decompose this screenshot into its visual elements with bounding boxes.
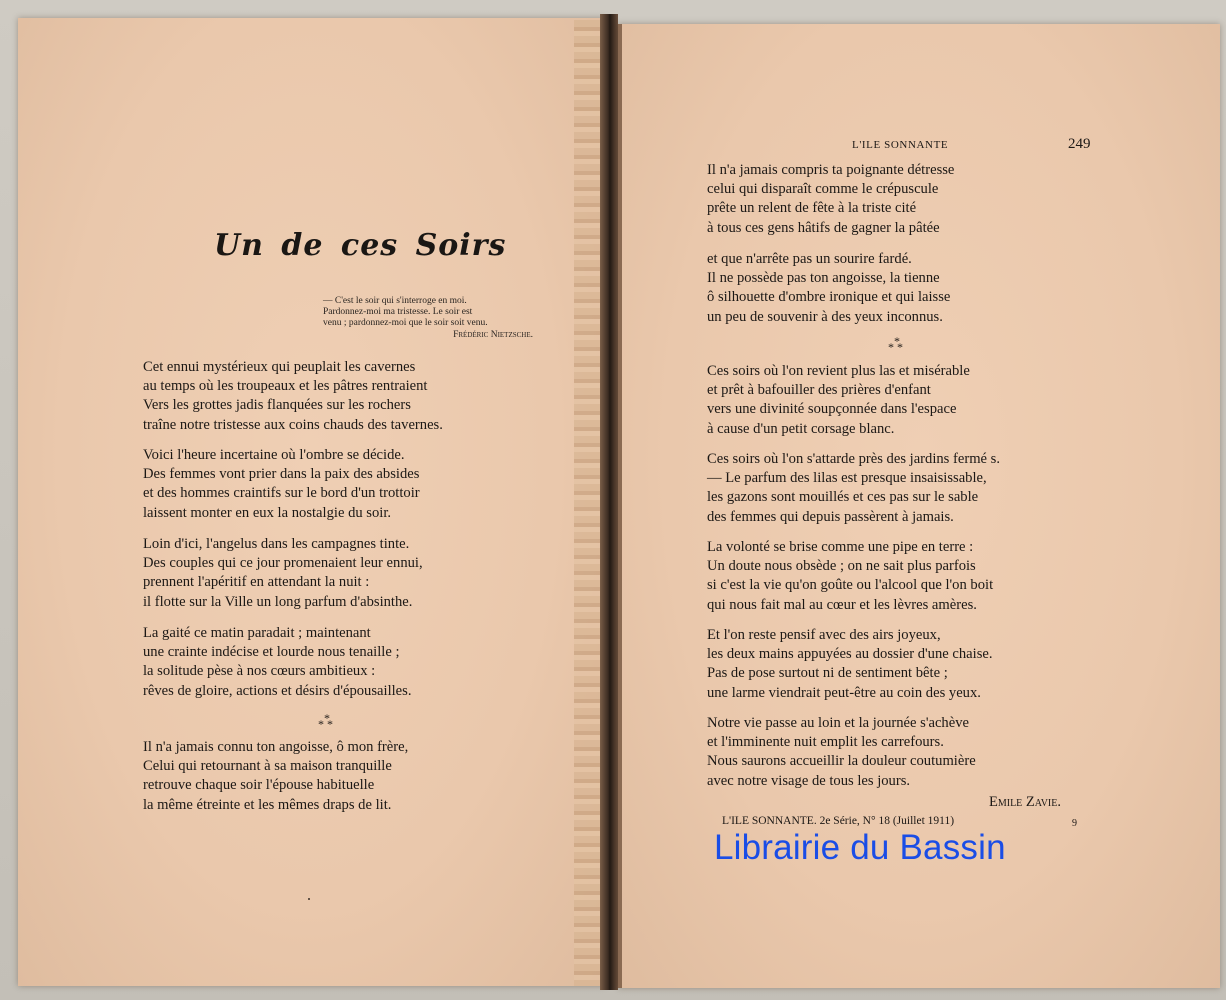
verse-line: traîne notre tristesse aux coins chauds des tavernes. (143, 416, 443, 433)
verse-line: à cause d'un petit corsage blanc. (707, 420, 895, 437)
verse-line: — Le parfum des lilas est presque insaisissable, (707, 470, 987, 487)
verse-line: une larme viendrait peut-être au coin des yeux. (707, 684, 981, 701)
asterism (888, 334, 912, 356)
signature-mark: 9 (1072, 818, 1077, 829)
verse-line: Voici l'heure incertaine où l'ombre se décide. (143, 447, 405, 463)
verse-line: une crainte indécise et lourde nous tenaille ; (143, 644, 400, 661)
verse-line: et l'imminente nuit emplit les carrefours. (707, 734, 944, 751)
stanza (143, 535, 423, 612)
verse-line: Pas de pose surtout ni de sentiment bête ; (707, 665, 948, 682)
stanza (707, 250, 950, 327)
verse-line: celui qui disparaît comme le crépuscule (707, 181, 939, 198)
verse-line: à tous ces gens hâtifs de gagner la pâtée (707, 219, 940, 236)
verse-line: La gaité ce matin paradait ; maintenant (143, 625, 371, 641)
asterism-star: * (318, 717, 327, 731)
asterism-star: * (327, 717, 336, 731)
verse-line: laissent monter en eux la nostalgie du soir. (143, 504, 392, 521)
verse-line: avec notre visage de tous les jours. (707, 772, 911, 789)
verse-line: qui nous fait mal au cœur et les lèvres amères. (707, 596, 977, 613)
epigraph-author: Frédéric Nietzsche. (453, 330, 533, 340)
verse-line: les deux mains appuyées au dossier d'une chaise. (707, 646, 993, 663)
stanza (707, 450, 1000, 527)
book-gutter (600, 14, 618, 990)
verse-line: la solitude pèse à nos cœurs ambitieux : (143, 663, 376, 680)
stanza (707, 714, 976, 791)
ink-speck (308, 898, 310, 900)
right-page (618, 24, 1220, 988)
asterism-stars (888, 340, 906, 355)
verse-line: et des hommes craintifs sur le bord d'un trottoir (143, 485, 420, 502)
asterism-star: * (324, 711, 330, 725)
stanza (143, 358, 443, 435)
verse-line: prennent l'apéritif en attendant la nuit : (143, 574, 370, 591)
verse-line: Vers les grottes jadis flanquées sur les rochers (143, 397, 411, 414)
stanza (143, 624, 411, 701)
asterism-stars (318, 717, 336, 732)
stanza (143, 446, 420, 523)
verse-line: Et l'on reste pensif avec des airs joyeux, (707, 627, 941, 643)
verse-line: la même étreinte et les mêmes draps de lit. (143, 796, 392, 813)
author-signature: Emile Zavie. (989, 794, 1061, 810)
stanza (707, 626, 993, 703)
epigraph-line: — C'est le soir qui s'interroge en moi. (323, 296, 467, 306)
verse-line: Il n'a jamais connu ton angoisse, ô mon frère, (143, 739, 409, 755)
running-head: L'ILE SONNANTE (852, 139, 949, 151)
verse-line: La volonté se brise comme une pipe en terre : (707, 539, 974, 555)
issue-footer: L'ILE SONNANTE. 2e Série, N° 18 (Juillet 1911) (722, 815, 955, 827)
epigraph-line: Pardonnez-moi ma tristesse. Le soir est (323, 307, 473, 317)
verse-line: Cet ennui mystérieux qui peuplait les cavernes (143, 359, 416, 375)
verse-line: ô silhouette d'ombre ironique et qui laisse (707, 289, 951, 306)
asterism (318, 711, 342, 733)
stanza (707, 362, 970, 439)
verse-line: au temps où les troupeaux et les pâtres rentraient (143, 378, 428, 395)
verse-line: Des femmes vont prier dans la paix des absides (143, 466, 420, 483)
verse-line: Ces soirs où l'on revient plus las et misérable (707, 363, 970, 379)
verse-line: Celui qui retournant à sa maison tranquille (143, 758, 392, 775)
verse-line: Notre vie passe au loin et la journée s'achève (707, 715, 969, 731)
watermark: Librairie du Bassin (714, 828, 1006, 867)
asterism-star: * (888, 340, 897, 354)
asterism-star: * (897, 340, 906, 354)
verse-line: vers une divinité soupçonnée dans l'espace (707, 401, 957, 418)
poem-title: Un de ces Soirs (214, 228, 507, 263)
stanza (707, 538, 993, 615)
verse-line: Nous saurons accueillir la douleur coutumière (707, 753, 976, 770)
verse-line: des femmes qui depuis passèrent à jamais. (707, 508, 954, 525)
verse-line: Il n'a jamais compris ta poignante détresse (707, 162, 955, 178)
verse-line: si c'est la vie qu'on goûte ou l'alcool que l'on boit (707, 577, 994, 594)
asterism-star: * (894, 334, 900, 348)
verse-line: Loin d'ici, l'angelus dans les campagnes tinte. (143, 536, 410, 552)
stanza (143, 738, 408, 815)
verse-line: Des couples qui ce jour promenaient leur ennui, (143, 555, 423, 572)
verse-line: Ces soirs où l'on s'attarde près des jardins fermé s. (707, 451, 1001, 467)
verse-line: il flotte sur la Ville un long parfum d'absinthe. (143, 593, 413, 610)
verse-line: et prêt à bafouiller des prières d'enfant (707, 382, 931, 399)
verse-line: Un doute nous obsède ; on ne sait plus parfois (707, 558, 976, 575)
verse-line: Il ne possède pas ton angoisse, la tienne (707, 270, 940, 287)
epigraph-line: venu ; pardonnez-moi que le soir soit venu. (323, 318, 488, 328)
verse-line: un peu de souvenir à des yeux inconnus. (707, 308, 943, 325)
stanza (707, 161, 954, 238)
page-number: 249 (1068, 136, 1091, 152)
verse-line: prête un relent de fête à la triste cité (707, 200, 917, 217)
left-page (18, 18, 606, 986)
epigraph (323, 296, 533, 341)
verse-line: les gazons sont mouillés et ces pas sur le sable (707, 489, 979, 506)
verse-line: rêves de gloire, actions et désirs d'épousailles. (143, 682, 412, 699)
verse-line: retrouve chaque soir l'épouse habituelle (143, 777, 375, 794)
verse-line: et que n'arrête pas un sourire fardé. (707, 251, 912, 267)
